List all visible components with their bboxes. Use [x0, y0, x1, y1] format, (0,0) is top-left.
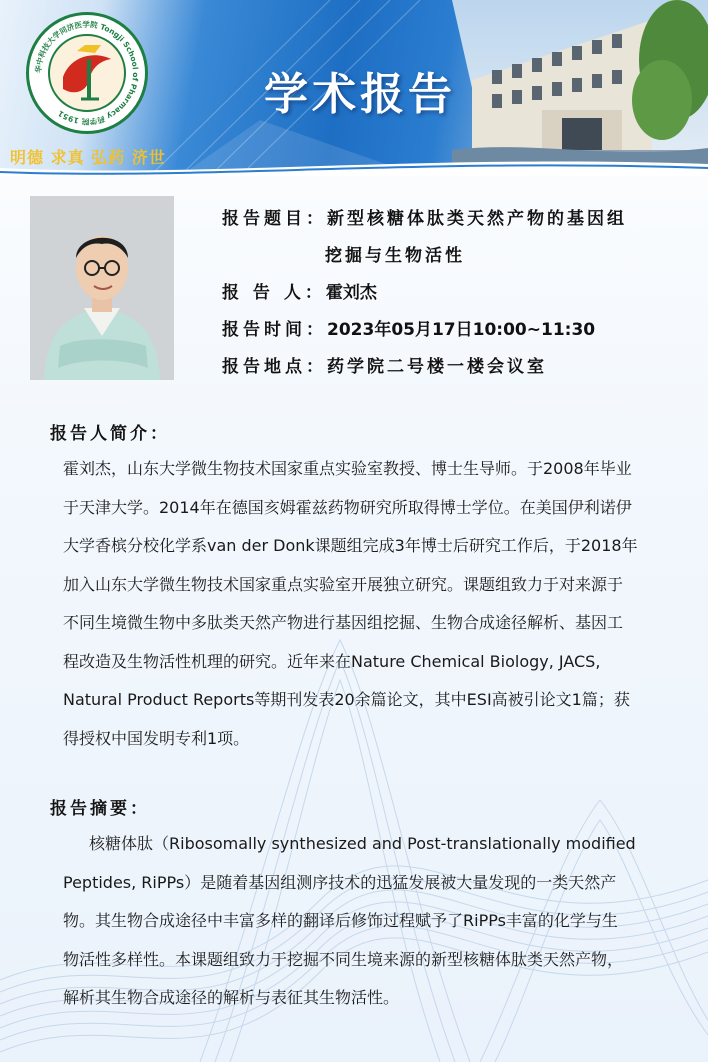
- bio-line: 于天津大学。2014年在德国亥姆霍兹药物研究所取得博士学位。在美国伊利诺伊: [63, 497, 632, 517]
- abstract-line-text: 核糖体肽（Ribosomally synthesized and Post-translationally modified: [89, 834, 636, 853]
- bio-line: 加入山东大学微生物技术国家重点实验室开展独立研究。课题组致力于对来源于: [63, 574, 624, 594]
- bio-line: 大学香槟分校化学系van der Donk课题组完成3年博士后研究工作后，于2018年: [63, 536, 638, 555]
- topic-row: [222, 201, 692, 238]
- bio-text: [63, 450, 689, 758]
- poster-title: 学术报告: [264, 69, 456, 120]
- abstract-line: 物活性多样性。本课题组致力于挖掘不同生境来源的新型核糖体肽类天然产物，: [63, 949, 624, 969]
- emblem-ring-icon: [29, 15, 145, 131]
- bio-line: 程改造及生物活性机理的研究。近年来在Nature Chemical Biology, JACS,: [63, 651, 601, 671]
- time-row: [222, 312, 692, 349]
- abstract-line: Peptides, RiPPs）是随着基因组测序技术的迅猛发展被大量发现的一类天然产: [63, 872, 617, 892]
- bio-line: Natural Product Reports等期刊发表20余篇论文，其中ESI高被引论文1篇；获: [63, 690, 630, 709]
- speaker-photo: [30, 196, 174, 380]
- speaker-row: [222, 275, 692, 312]
- bio-heading: 报告人简介：: [50, 424, 170, 444]
- emblem-ring-text: 华中科技大学同济医学院 Tongji School of Pharmacy 药学院 1951: [33, 19, 141, 127]
- header-banner: [0, 0, 708, 176]
- place-row: [222, 349, 692, 386]
- abstract-line: 物。其生物合成途径中丰富多样的翻译后修饰过程赋予了RiPPs丰富的化学与生: [63, 911, 618, 930]
- topic-line1: 新型核糖体肽类天然产物的基因组: [327, 209, 627, 229]
- talk-place: 药学院二号楼一楼会议室: [327, 357, 547, 377]
- abstract-text: [63, 825, 689, 1018]
- topic-label: 报告题目：: [222, 209, 327, 229]
- school-emblem: [26, 12, 148, 134]
- talk-time: 2023年05月17日10:00~11:30: [327, 320, 596, 340]
- school-motto: 明德 求真 弘药 济世: [10, 148, 166, 167]
- topic-row-continued: [222, 238, 692, 275]
- topic-line2: 挖掘与生物活性: [325, 246, 465, 266]
- speaker-label: 报 告 人：: [222, 283, 326, 303]
- speaker-name: 霍刘杰: [325, 283, 377, 303]
- abstract-heading: 报告摘要：: [50, 799, 150, 819]
- bio-line: 不同生境微生物中多肽类天然产物进行基因组挖掘、生物合成途径解析、基因工: [63, 613, 624, 632]
- abstract-line: 解析其生物合成途径的解析与表征其生物活性。: [63, 988, 400, 1007]
- place-label: 报告地点：: [222, 357, 327, 377]
- bio-line: 得授权中国发明专利1项。: [63, 728, 250, 748]
- speaker-portrait-icon: [30, 196, 174, 380]
- bio-line: 霍刘杰，山东大学微生物技术国家重点实验室教授、博士生导师。于2008年毕业: [63, 459, 632, 478]
- time-label: 报告时间：: [222, 320, 327, 340]
- abstract-line: [63, 825, 689, 864]
- talk-info: [222, 201, 692, 386]
